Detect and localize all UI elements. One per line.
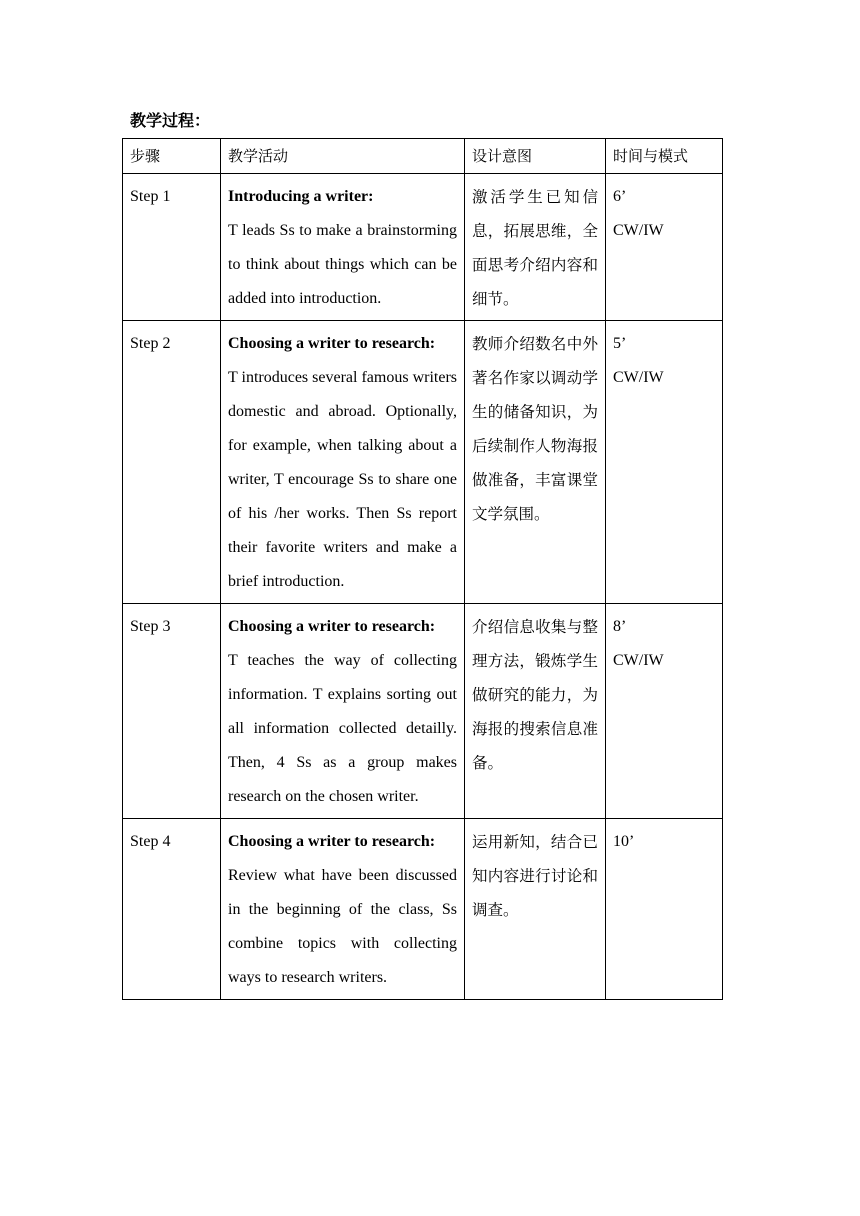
time-mode-cell <box>606 819 723 1000</box>
activity-body: T introduces several famous writers domestic and abroad. Optionally, for example, when talking about a writer, T encourage Ss to share one of his /her works. Then Ss report their favorite writers and make a brief introduction. <box>228 369 457 590</box>
time-mode-cell <box>606 604 723 819</box>
header-step: 步骤 <box>123 139 221 174</box>
activity-body: T leads Ss to make a brainstorming to think about things which can be added into introduction. <box>228 222 457 307</box>
activity-cell <box>221 174 465 321</box>
design-intent: 介绍信息收集与整理方法，锻炼学生做研究的能力，为海报的搜索信息准备。 <box>472 618 598 772</box>
design-intent: 激活学生已知信息，拓展思维，全面思考介绍内容和细节。 <box>472 188 598 308</box>
step-label: Step 4 <box>130 833 171 850</box>
table-row <box>123 819 723 1000</box>
step-cell <box>123 604 221 819</box>
step-cell <box>123 321 221 604</box>
section-heading: 教学过程： <box>130 111 211 130</box>
activity-cell <box>221 321 465 604</box>
mode-value: CW/IW <box>613 369 664 386</box>
intent-cell <box>465 321 606 604</box>
header-time-mode: 时间与模式 <box>606 139 723 174</box>
step-label: Step 1 <box>130 188 171 205</box>
header-intent: 设计意图 <box>465 139 606 174</box>
activity-body: T teaches the way of collecting information. T explains sorting out all information collected detailly. Then, 4 Ss as a group makes research on the chosen writer. <box>228 652 457 805</box>
intent-cell <box>465 604 606 819</box>
activity-title: Choosing a writer to research: <box>228 833 436 850</box>
activity-title: Introducing a writer: <box>228 188 374 205</box>
activity-cell <box>221 604 465 819</box>
table-row <box>123 321 723 604</box>
design-intent: 教师介绍数名中外著名作家以调动学生的储备知识，为后续制作人物海报做准备，丰富课堂文学氛围。 <box>472 335 598 523</box>
table-header-row <box>123 139 723 174</box>
time-mode-cell <box>606 174 723 321</box>
teaching-process-table <box>122 138 723 1000</box>
step-label: Step 2 <box>130 335 171 352</box>
design-intent: 运用新知，结合已知内容进行讨论和调查。 <box>472 833 598 919</box>
activity-title: Choosing a writer to research: <box>228 618 436 635</box>
table-row <box>123 174 723 321</box>
time-value: 6’ <box>613 188 627 205</box>
activity-cell <box>221 819 465 1000</box>
time-value: 10’ <box>613 833 635 850</box>
activity-body: Review what have been discussed in the beginning of the class, Ss combine topics with collecting ways to research writers. <box>228 867 457 986</box>
intent-cell <box>465 174 606 321</box>
activity-title: Choosing a writer to research: <box>228 335 436 352</box>
mode-value: CW/IW <box>613 222 664 239</box>
intent-cell <box>465 819 606 1000</box>
time-mode-cell <box>606 321 723 604</box>
step-cell <box>123 819 221 1000</box>
step-cell <box>123 174 221 321</box>
time-value: 8’ <box>613 618 627 635</box>
mode-value: CW/IW <box>613 652 664 669</box>
step-label: Step 3 <box>130 618 171 635</box>
header-activity: 教学活动 <box>221 139 465 174</box>
table-row <box>123 604 723 819</box>
time-value: 5’ <box>613 335 627 352</box>
